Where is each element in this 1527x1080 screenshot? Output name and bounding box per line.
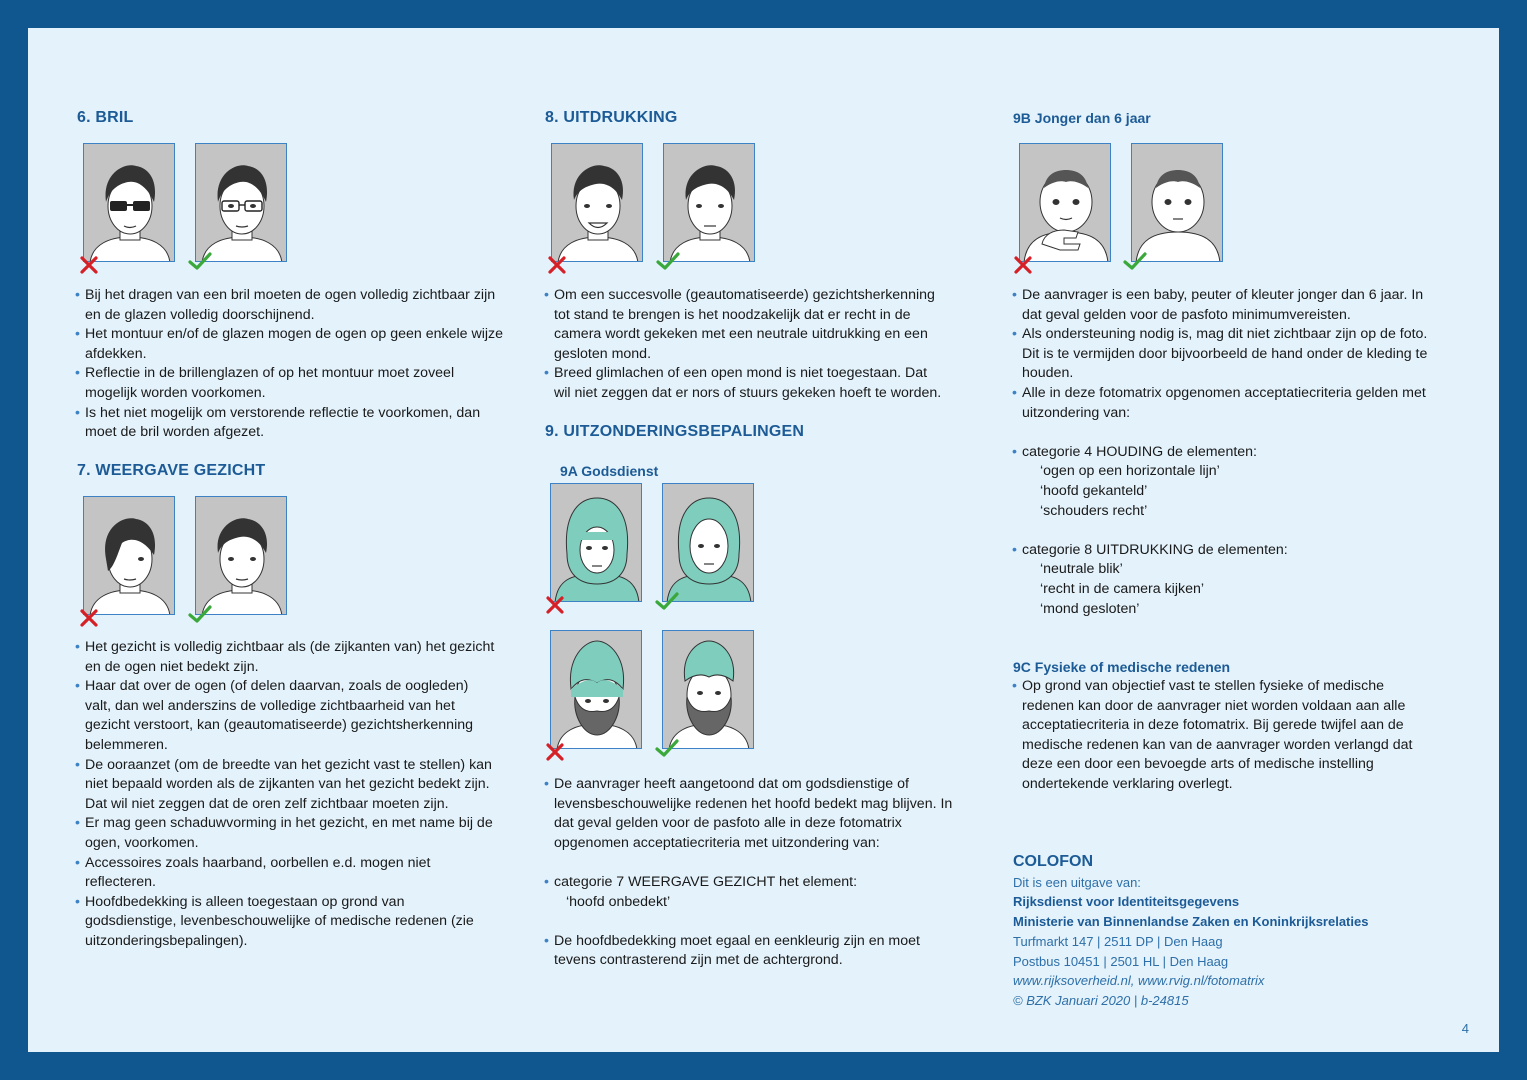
page-number: 4: [1461, 1021, 1469, 1036]
jonger-bullet-list: [1012, 286, 1442, 423]
list-item: • categorie 4 HOUDING de elementen:: [1012, 443, 1442, 463]
jonger-bullet-list: [1012, 541, 1442, 561]
photo-weergave-wrong: [83, 496, 175, 615]
list-item: • Haar dat over de ogen (of delen daarvan, zoals de oogleden) valt, dan wel anderszins de volledige zichtbaarheid van het gezicht verstoort, kan (geautomatiseerde) gezichtsherkenning belemmeren.: [75, 677, 495, 755]
godsdienst-bullet-list: [544, 775, 954, 853]
exception-element: ‘ogen op een horizontale lijn’: [1040, 463, 1220, 480]
subsection-title-jonger: 9B Jonger dan 6 jaar: [1013, 110, 1151, 126]
list-item: • De ooraanzet (om de breedte van het gezicht vast te stellen) kan niet bepaald worden als de zijkanten van het gezicht bedekt zijn. Dat wil niet zeggen dat de oren zelf zichtbaar moeten zijn.: [75, 756, 495, 815]
list-item: • Om een succesvolle (geautomatiseerde) gezichtsherkenning tot stand te brengen is het noodzakelijk dat er recht in de camera wordt gekeken met een neutrale uitdrukking en een gesloten mond.: [544, 286, 944, 364]
list-item: • Reflectie in de brillenglazen of op het montuur moet zoveel mogelijk worden voorkomen.: [75, 364, 505, 403]
section-title-uitdrukking: 8. UITDRUKKING: [545, 109, 678, 126]
wrong-cross-icon: [545, 595, 565, 615]
list-item: • Als ondersteuning nodig is, mag dit niet zichtbaar zijn op de foto. Dit is te vermijden door bijvoorbeeld de hand onder de kleding te houden.: [1012, 325, 1442, 384]
section-title-weergave: 7. WEERGAVE GEZICHT: [77, 462, 266, 479]
exception-element: ‘neutrale blik’: [1040, 561, 1123, 578]
exception-element: ‘mond gesloten’: [1040, 600, 1140, 617]
photo-hijab-right: [662, 483, 754, 602]
exception-element: ‘hoofd gekanteld’: [1040, 482, 1148, 499]
list-item: • categorie 8 UITDRUKKING de elementen:: [1012, 541, 1442, 561]
photo-uitdrukking-right: [663, 143, 755, 262]
photo-uitdrukking-wrong: [551, 143, 643, 262]
list-item: • categorie 7 WEERGAVE GEZICHT het element:: [544, 873, 954, 893]
list-item: • Accessoires zoals haarband, oorbellen e.d. mogen niet reflecteren.: [75, 854, 495, 893]
page: [28, 28, 1499, 1052]
list-item: • Alle in deze fotomatrix opgenomen acceptatiecriteria gelden met uitzondering van:: [1012, 384, 1442, 423]
colofon-org: Ministerie van Binnenlandse Zaken en Koninkrijksrelaties: [1013, 914, 1369, 930]
list-item: • Op grond van objectief vast te stellen fysieke of medische redenen kan door de aanvrager niet worden voldaan aan alle acceptatiecriteria in deze fotomatrix. Bij gerede twijfel aan de medische redenen kan van de aanvrager worden verlangd dat deze een door een bevoegde arts of medische instelling ondertekende verklaring overlegt.: [1012, 677, 1422, 795]
list-item: • Is het niet mogelijk om verstorende reflectie te voorkomen, dan moet de bril worden afgezet.: [75, 404, 505, 443]
exception-element: ‘hoofd onbedekt’: [566, 893, 671, 910]
colofon: [1013, 852, 1433, 1011]
right-check-icon: [188, 251, 212, 271]
godsdienst-bullet-list: [544, 932, 954, 971]
wrong-cross-icon: [79, 608, 99, 628]
subsection-title-godsdienst: 9A Godsdienst: [560, 463, 659, 479]
photo-baby-right: [1131, 143, 1223, 262]
godsdienst-bullet-list: [544, 873, 954, 893]
wrong-cross-icon: [79, 255, 99, 275]
photo-bril-right: [195, 143, 287, 262]
right-check-icon: [655, 738, 679, 758]
uitdrukking-bullet-list: [544, 286, 944, 404]
jonger-bullet-list: [1012, 443, 1442, 463]
section-title-uitzondering: 9. UITZONDERINGSBEPALINGEN: [545, 423, 805, 440]
subsection-title-fysiek: 9C Fysieke of medische redenen: [1013, 659, 1231, 675]
bril-bullet-list: [75, 286, 505, 443]
colofon-address: Turfmarkt 147 | 2511 DP | Den Haag: [1013, 933, 1223, 949]
photo-turban-wrong: [550, 630, 642, 749]
right-check-icon: [188, 604, 212, 624]
colofon-org: Rijksdienst voor Identiteitsgegevens: [1013, 894, 1240, 910]
right-check-icon: [656, 251, 680, 271]
colofon-intro: Dit is een uitgave van:: [1013, 874, 1141, 890]
colofon-title: COLOFON: [1013, 853, 1093, 870]
section-title-bril: 6. BRIL: [77, 109, 134, 126]
exception-element: ‘recht in de camera kijken’: [1040, 580, 1205, 597]
list-item: • Er mag geen schaduwvorming in het gezicht, en met name bij de ogen, voorkomen.: [75, 814, 495, 853]
list-item: • De hoofdbedekking moet egaal en eenkleurig zijn en moet tevens contrasterend zijn met de achtergrond.: [544, 932, 954, 971]
colofon-copyright: © BZK Januari 2020 | b-24815: [1013, 992, 1189, 1008]
fysiek-bullet-list: [1012, 677, 1422, 795]
right-check-icon: [1123, 251, 1147, 271]
photo-turban-right: [662, 630, 754, 749]
list-item: • Breed glimlachen of een open mond is niet toegestaan. Dat wil niet zeggen dat er nors of stuurs gekeken hoeft te worden.: [544, 364, 944, 403]
list-item: • Het montuur en/of de glazen mogen de ogen op geen enkele wijze afdekken.: [75, 325, 505, 364]
list-item: • De aanvrager is een baby, peuter of kleuter jonger dan 6 jaar. In dat geval gelden voor de pasfoto minimumvereisten.: [1012, 286, 1442, 325]
wrong-cross-icon: [545, 742, 565, 762]
wrong-cross-icon: [1013, 255, 1033, 275]
photo-hijab-wrong: [550, 483, 642, 602]
exception-element: ‘schouders recht’: [1040, 502, 1148, 519]
godsdienst-text: [544, 775, 954, 971]
weergave-bullet-list: [75, 638, 495, 952]
photo-weergave-right: [195, 496, 287, 615]
colofon-web-links[interactable]: www.rijksoverheid.nl, www.rvig.nl/fotomatrix: [1013, 973, 1265, 989]
photo-bril-wrong: [83, 143, 175, 262]
list-item: • Het gezicht is volledig zichtbaar als (de zijkanten van) het gezicht en de ogen niet bedekt zijn.: [75, 638, 495, 677]
colofon-address: Postbus 10451 | 2501 HL | Den Haag: [1013, 953, 1229, 969]
photo-baby-wrong: [1019, 143, 1111, 262]
list-item: • Bij het dragen van een bril moeten de ogen volledig zichtbaar zijn en de glazen volledig doorschijnend.: [75, 286, 505, 325]
list-item: • De aanvrager heeft aangetoond dat om godsdienstige of levensbeschouwelijke redenen het hoofd bedekt mag blijven. In dat geval gelden voor de pasfoto alle in deze fotomatrix opgenomen acceptatiecriteria met uitzondering van:: [544, 775, 954, 853]
right-check-icon: [655, 591, 679, 611]
jonger-text: [1012, 286, 1442, 619]
list-item: • Hoofdbedekking is alleen toegestaan op grond van godsdienstige, levenbeschouwelijke of medische redenen (zie uitzonderingsbepalingen).: [75, 893, 495, 952]
wrong-cross-icon: [547, 255, 567, 275]
